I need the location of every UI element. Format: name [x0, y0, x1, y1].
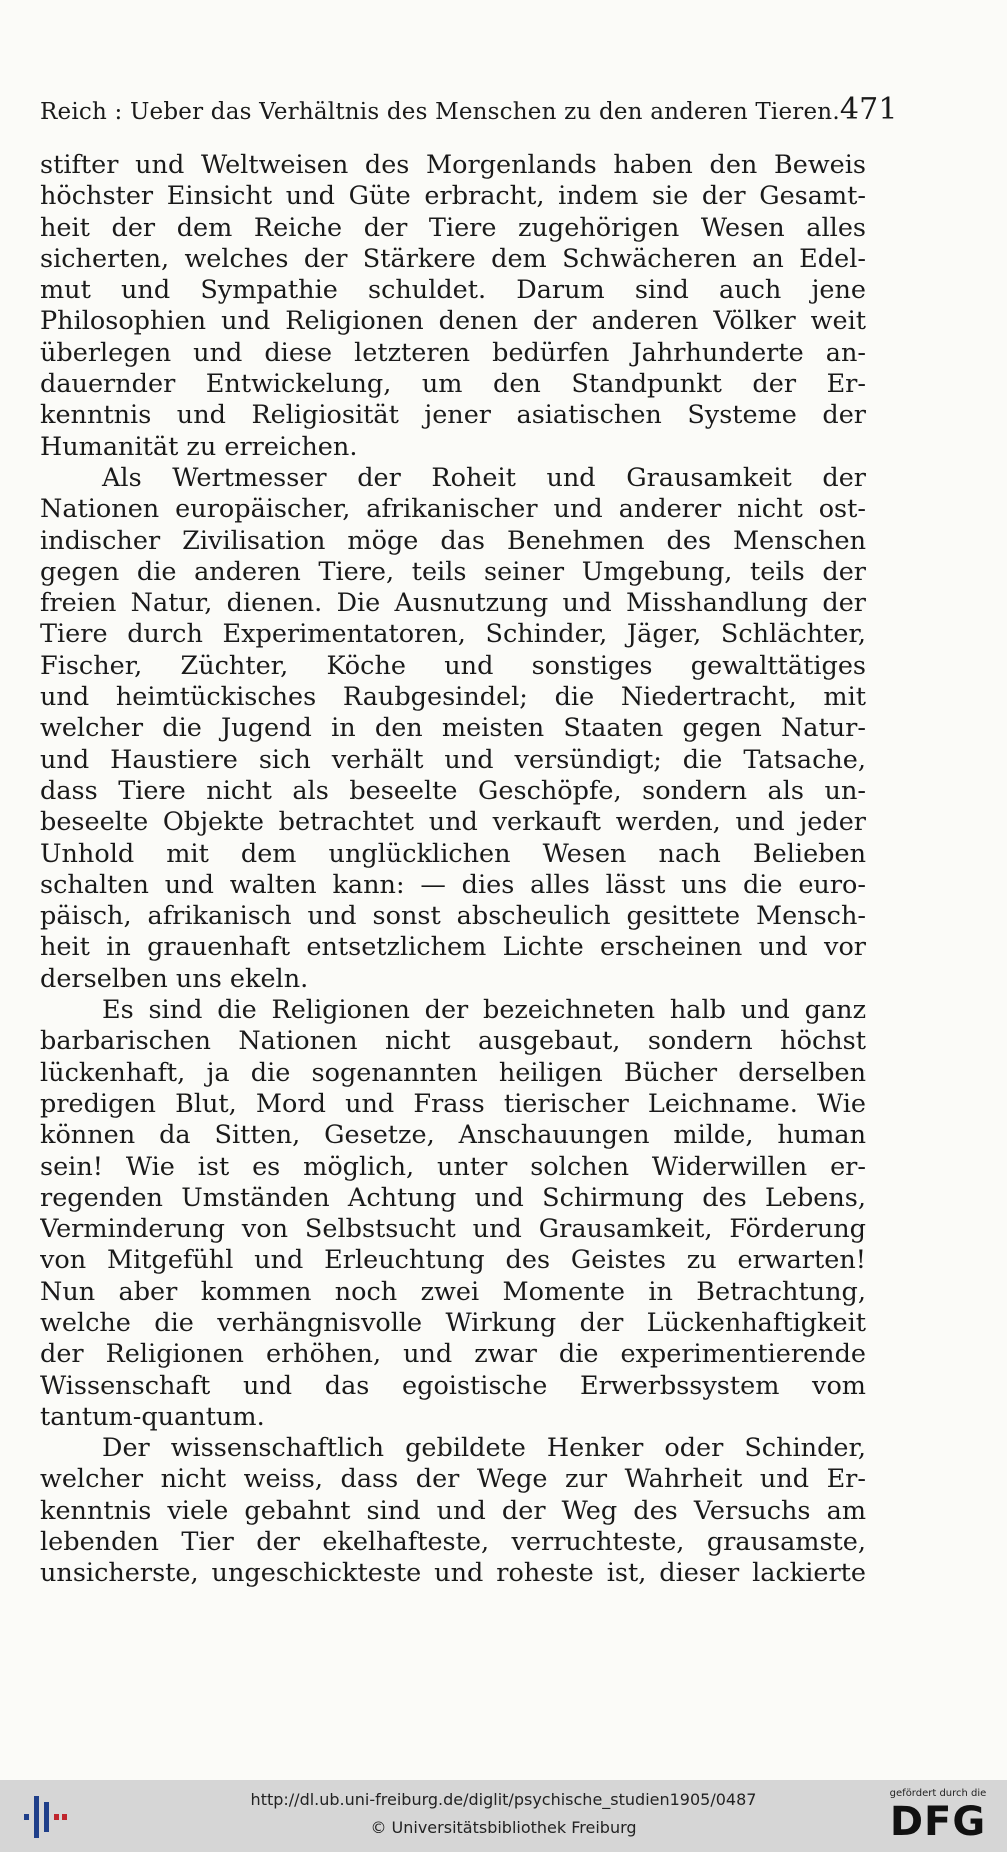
text-line: freien Natur, dienen. Die Ausnutzung und Misshandlung der	[40, 588, 866, 619]
text-line: Nun aber kommen noch zwei Momente in Betrachtung,	[40, 1276, 866, 1307]
text-line: schalten und walten kann: — dies alles lässt uns die euro-	[40, 869, 866, 900]
text-line: kenntnis viele gebahnt sind und der Weg des Versuchs am	[40, 1495, 866, 1526]
text-line: heit in grauenhaft entsetzlichem Lichte erscheinen und vor	[40, 932, 866, 963]
text-line: welche die verhängnisvolle Wirkung der Lückenhaftigkeit	[40, 1307, 866, 1338]
text-line: und Haustiere sich verhält und versündigt; die Tatsache,	[40, 744, 866, 775]
text-line: unsicherste, ungeschickteste und roheste ist, dieser lackierte	[40, 1558, 866, 1589]
text-line: mut und Sympathie schuldet. Darum sind auch jene	[40, 275, 866, 306]
dfg-logo	[883, 1788, 993, 1848]
text-line: indischer Zivilisation möge das Benehmen des Menschen	[40, 525, 866, 556]
text-line: derselben uns ekeln.	[40, 963, 309, 994]
viewer-footer	[0, 1780, 1007, 1852]
text-line: sein! Wie ist es möglich, unter solchen Widerwillen er-	[40, 1151, 866, 1182]
text-line: beseelte Objekte betrachtet und verkauft werden, und jeder	[40, 807, 866, 838]
text-line: Nationen europäischer, afrikanischer und anderer nicht ost-	[40, 494, 866, 525]
text-line: sicherten, welches der Stärkere dem Schwächeren an Edel-	[40, 243, 866, 274]
dfg-caption: gefördert durch die	[889, 1788, 987, 1799]
text-line: päisch, afrikanisch und sonst abscheulich gesittete Mensch-	[40, 901, 866, 932]
text-line: Wissenschaft und das egoistische Erwerbssystem vom	[40, 1370, 866, 1401]
text-line: tantum-quantum.	[40, 1401, 265, 1432]
text-line: kenntnis und Religiosität jener asiatischen Systeme der	[40, 400, 866, 431]
body-text	[40, 150, 866, 1590]
text-line: heit der dem Reiche der Tiere zugehörigen Wesen alles	[40, 212, 866, 243]
text-line: dass Tiere nicht als beseelte Geschöpfe, sondern als un-	[40, 775, 866, 806]
text-line: Verminderung von Selbstsucht und Grausamkeit, Förderung	[40, 1214, 866, 1245]
text-line: lückenhaft, ja die sogenannten heiligen Bücher derselben	[40, 1057, 866, 1088]
text-line: Humanität zu erreichen.	[40, 431, 358, 462]
text-line: können da Sitten, Gesetze, Anschauungen milde, human	[40, 1120, 866, 1151]
page-number: 471	[839, 92, 898, 127]
running-title: Reich : Ueber das Verhältnis des Menschen zu den anderen Tieren.	[40, 99, 840, 125]
text-line: höchster Einsicht und Güte erbracht, indem sie der Gesamt-	[40, 181, 866, 212]
copyright-notice: © Universitätsbibliothek Freiburg	[370, 1818, 637, 1837]
text-line: der Religionen erhöhen, und zwar die experimentierende	[40, 1339, 866, 1370]
text-line: überlegen und diese letzteren bedürfen Jahrhunderte an-	[40, 337, 866, 368]
text-line: dauernder Entwickelung, um den Standpunkt der Er-	[40, 369, 866, 400]
text-line: Als Wertmesser der Roheit und Grausamkeit der	[102, 462, 866, 493]
text-line: Fischer, Züchter, Köche und sonstiges gewalttätiges	[40, 650, 866, 681]
text-line: Tiere durch Experimentatoren, Schinder, Jäger, Schlächter,	[40, 619, 866, 650]
text-line: von Mitgefühl und Erleuchtung des Geistes zu erwarten!	[40, 1245, 866, 1276]
permalink-url[interactable]: http://dl.ub.uni-freiburg.de/diglit/psychische_studien1905/0487	[250, 1790, 757, 1809]
text-line: predigen Blut, Mord und Frass tierischer Leichname. Wie	[40, 1088, 866, 1119]
text-line: und heimtückisches Raubgesindel; die Niedertracht, mit	[40, 682, 866, 713]
text-line: gegen die anderen Tiere, teils seiner Umgebung, teils der	[40, 556, 866, 587]
dfg-mark: DFG	[889, 1799, 987, 1845]
text-line: stifter und Weltweisen des Morgenlands haben den Beweis	[40, 150, 866, 180]
text-line: regenden Umständen Achtung und Schirmung des Lebens,	[40, 1182, 866, 1213]
running-head	[40, 92, 898, 132]
text-line: Philosophien und Religionen denen der anderen Völker weit	[40, 306, 866, 337]
text-line: welcher die Jugend in den meisten Staaten gegen Natur-	[40, 713, 866, 744]
text-line: Unhold mit dem unglücklichen Wesen nach Belieben	[40, 838, 866, 869]
text-line: Es sind die Religionen der bezeichneten halb und ganz	[102, 995, 866, 1026]
text-line: Der wissenschaftlich gebildete Henker oder Schinder,	[102, 1433, 866, 1464]
text-line: lebenden Tier der ekelhafteste, verruchteste, grausamste,	[40, 1527, 866, 1558]
text-line: welcher nicht weiss, dass der Wege zur Wahrheit und Er-	[40, 1464, 866, 1495]
text-line: barbarischen Nationen nicht ausgebaut, sondern höchst	[40, 1026, 866, 1057]
